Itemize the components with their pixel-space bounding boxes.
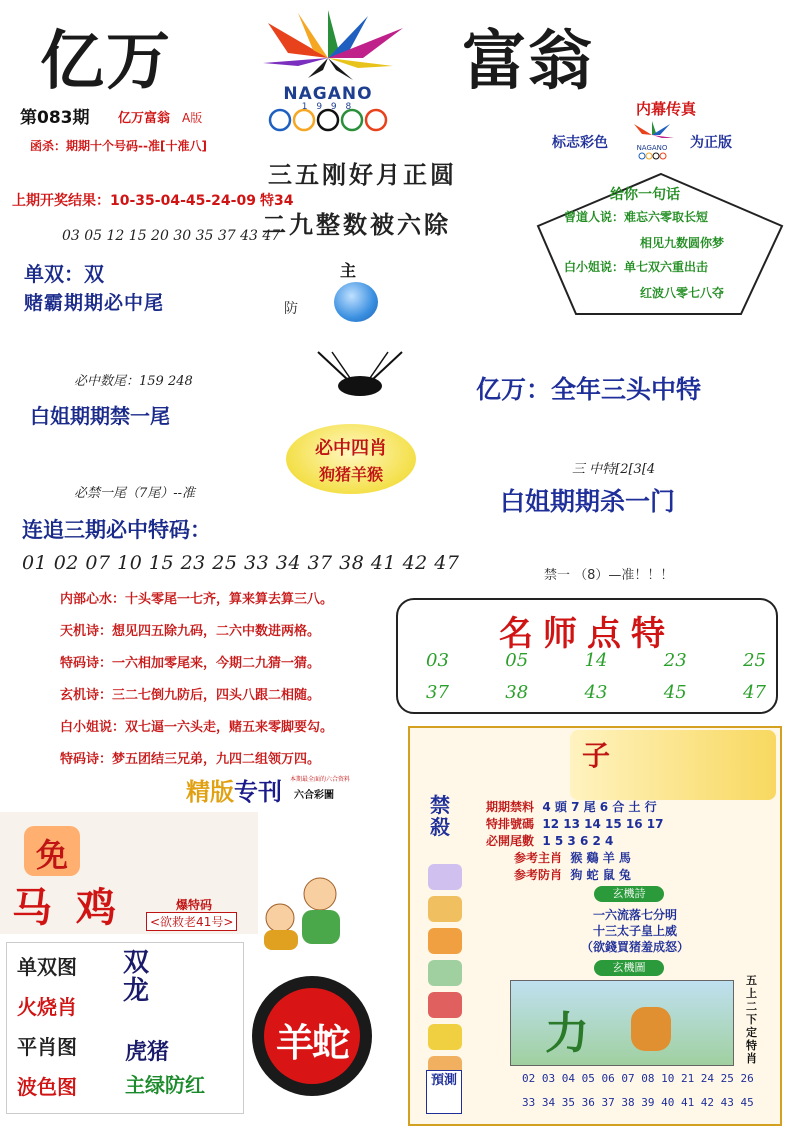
three-special: 三 中特[2[3[4 — [572, 462, 656, 477]
master-number: 45 — [663, 682, 687, 703]
forbid-one: 禁一 （8）—准！！！ — [544, 568, 674, 583]
left-poster-card — [6, 942, 244, 1114]
bottom-row-2: 33 34 35 36 37 38 39 40 41 42 43 45 — [522, 1096, 754, 1109]
master-box — [396, 598, 778, 714]
master-number: 05 — [505, 650, 529, 671]
title-right: 富翁 — [462, 24, 594, 99]
pic-title: 玄機圖 — [594, 960, 664, 976]
poster-free: 免 — [36, 836, 69, 874]
logo-year: 1 9 9 8 — [301, 102, 355, 112]
poem-line: 玄机诗：三二七倒九防后，四头八跟二相随。 — [60, 688, 321, 703]
poem-line: 白小姐说：双七逼一六头走，赌五来零脚要勾。 — [60, 720, 334, 735]
four-zodiac-animals: 狗猪羊猴 — [318, 465, 383, 484]
info-row: 必開尾數 1 5 3 6 2 4 — [486, 834, 614, 848]
poster-note-red: 爆特码 — [176, 898, 213, 912]
zodiac-column — [416, 788, 476, 1118]
ox-icon — [428, 896, 462, 922]
bai-tail: 白姐期期禁一尾 — [30, 404, 170, 428]
card-mid-b: 主绿防红 — [125, 1073, 205, 1097]
brand-small: 亿万富翁 — [118, 111, 171, 126]
poster-rooster: 鸡 — [76, 884, 116, 931]
odd-even-label: 单双：双 — [24, 262, 104, 286]
side-label: 禁殺 — [430, 793, 450, 839]
verse-line-2: 二九整数被六除 — [262, 210, 451, 239]
issue-number: 第083期 — [20, 108, 90, 128]
riddle-picture — [510, 980, 734, 1066]
four-zodiac-title: 必中四肖 — [315, 438, 387, 459]
figure-icon — [631, 1007, 671, 1051]
odd-even-tail: 赌霸期期必中尾 — [24, 292, 165, 314]
zodiac-word: 子 — [582, 739, 611, 772]
riddle-line: 一六流落七分明 — [592, 908, 677, 922]
card-line: 单双图 — [17, 955, 77, 979]
bottom-row-1: 02 03 04 05 06 07 08 10 21 24 25 26 — [522, 1072, 754, 1085]
poem-line: 天机诗：想见四五除九码，二六中数进两格。 — [60, 624, 321, 639]
master-number: 38 — [505, 682, 529, 703]
poem-line: 特码诗：梦五团结三兄弟，九四二组领万四。 — [60, 752, 321, 767]
info-table — [486, 798, 663, 883]
card-line: 波色图 — [17, 1075, 77, 1099]
yin-yang-icon — [252, 976, 372, 1096]
yiwan-head: 亿万：全年三头中特 — [476, 375, 702, 404]
pentagon-row-1: 曾道人说：难忘六零取长短 — [564, 210, 709, 224]
master-number: 03 — [426, 650, 449, 671]
master-number: 25 — [743, 650, 766, 671]
info-row: 期期禁料 4 頭 7 尾 6 合 土 行 — [486, 800, 657, 814]
special-title-a: 精版 — [186, 777, 234, 806]
forbid-tail-note: 必禁一尾（7尾）--准 — [74, 486, 196, 501]
fax-right: 为正版 — [690, 135, 732, 151]
right-panel — [408, 726, 782, 1126]
fax-logo-icon — [622, 120, 682, 160]
special-sub: 六合彩圖 — [294, 790, 334, 801]
logo-word: NAGANO — [283, 84, 373, 104]
four-zodiac-oval — [286, 424, 416, 494]
tiger-icon — [428, 928, 462, 954]
kill-subtitle: 函杀：期期十个号码--准[十准八] — [30, 139, 207, 153]
advice-pentagon — [536, 170, 786, 320]
snake-icon — [428, 1024, 462, 1050]
master-row-1 — [426, 650, 766, 671]
riddle-line: 十三太子皇上威 — [592, 924, 677, 938]
chase-numbers: 01 02 07 10 15 23 25 33 34 37 38 41 42 47 — [22, 552, 460, 574]
dragon-icon — [428, 992, 462, 1018]
master-number: 47 — [743, 682, 766, 703]
master-number: 37 — [426, 682, 449, 703]
must-tail: 必中数尾：159 248 — [74, 374, 193, 389]
master-number: 23 — [663, 650, 687, 671]
card-mid-top: 双龙 — [123, 948, 150, 1006]
master-title: 名师点特 — [499, 614, 675, 654]
master-number: 14 — [584, 650, 608, 671]
riddle-line: （欲錢買猪羞成怒） — [580, 940, 689, 954]
brand-edition: A版 — [182, 111, 203, 125]
bai-kill-door: 白姐期期杀一门 — [500, 487, 676, 516]
card-mid-a: 虎猪 — [125, 1039, 170, 1065]
info-row: 参考防肖 狗 蛇 鼠 兔 — [514, 868, 631, 882]
pentagon-row-2: 相见九数圆你梦 — [640, 236, 725, 250]
fax-title: 内幕传真 — [636, 100, 697, 118]
lamp-main: 主 — [340, 261, 357, 280]
circle-text: 羊蛇 — [275, 1020, 348, 1065]
master-row-2 — [426, 682, 766, 703]
nagano-logo — [228, 8, 428, 138]
nagano-flower-icon — [228, 8, 428, 138]
rat-icon — [428, 864, 462, 890]
poem-block — [60, 588, 333, 767]
lamp-guard: 防 — [284, 301, 298, 317]
master-number: 43 — [584, 682, 608, 703]
special-title-b: 专刊 — [234, 777, 282, 806]
last-result-numbers: 10-35-04-45-24-09 — [110, 193, 256, 209]
verse-line-1: 三五刚好月正圆 — [268, 160, 457, 189]
pic-char: 力 — [545, 1008, 589, 1059]
card-line: 火烧肖 — [17, 995, 77, 1019]
title-left: 亿万 — [40, 24, 172, 99]
hanging-lamp-icon — [310, 350, 410, 400]
poem-line: 内部心水：十头零尾一七齐，算来算去算三八。 — [60, 592, 334, 607]
left-poster-top — [0, 812, 258, 934]
special-small: 本期最全面的六合资料 — [290, 776, 351, 783]
poster-horse: 马 — [12, 884, 52, 931]
pentagon-title: 给你一句话 — [610, 187, 680, 203]
svg-text:NAGANO: NAGANO — [636, 144, 668, 152]
bottom-label: 預測 — [426, 1070, 462, 1114]
pentagon-row-3: 白小姐说：单七双六重出击 — [564, 260, 709, 274]
side-note: 五上二下定特肖 — [746, 974, 757, 1065]
chase-title: 连追三期必中特码： — [22, 517, 211, 542]
last-result-special: 特34 — [259, 193, 294, 209]
special-issue-banner — [186, 772, 366, 806]
child-figure-icon — [250, 870, 380, 950]
pentagon-row-4: 红波八零七八夺 — [640, 286, 725, 300]
rabbit-icon — [428, 960, 462, 986]
fax-left: 标志彩色 — [552, 135, 608, 151]
number-row: 03 05 12 15 20 30 35 37 43 47 — [62, 228, 281, 244]
card-line: 平肖图 — [17, 1035, 77, 1059]
info-row: 参考主肖 猴 鷄 羊 馬 — [514, 851, 631, 865]
blue-ball-icon — [334, 282, 378, 322]
poster-note: <欲救老41号> — [146, 912, 237, 931]
last-result — [12, 190, 293, 210]
poem-line: 特码诗：一六相加零尾来，今期二九猜一猜。 — [60, 656, 321, 671]
info-row: 特排號碼 12 13 14 15 16 17 — [486, 817, 664, 831]
last-result-label: 上期开奖结果： — [12, 193, 110, 209]
riddle-title: 玄機詩 — [594, 886, 664, 902]
